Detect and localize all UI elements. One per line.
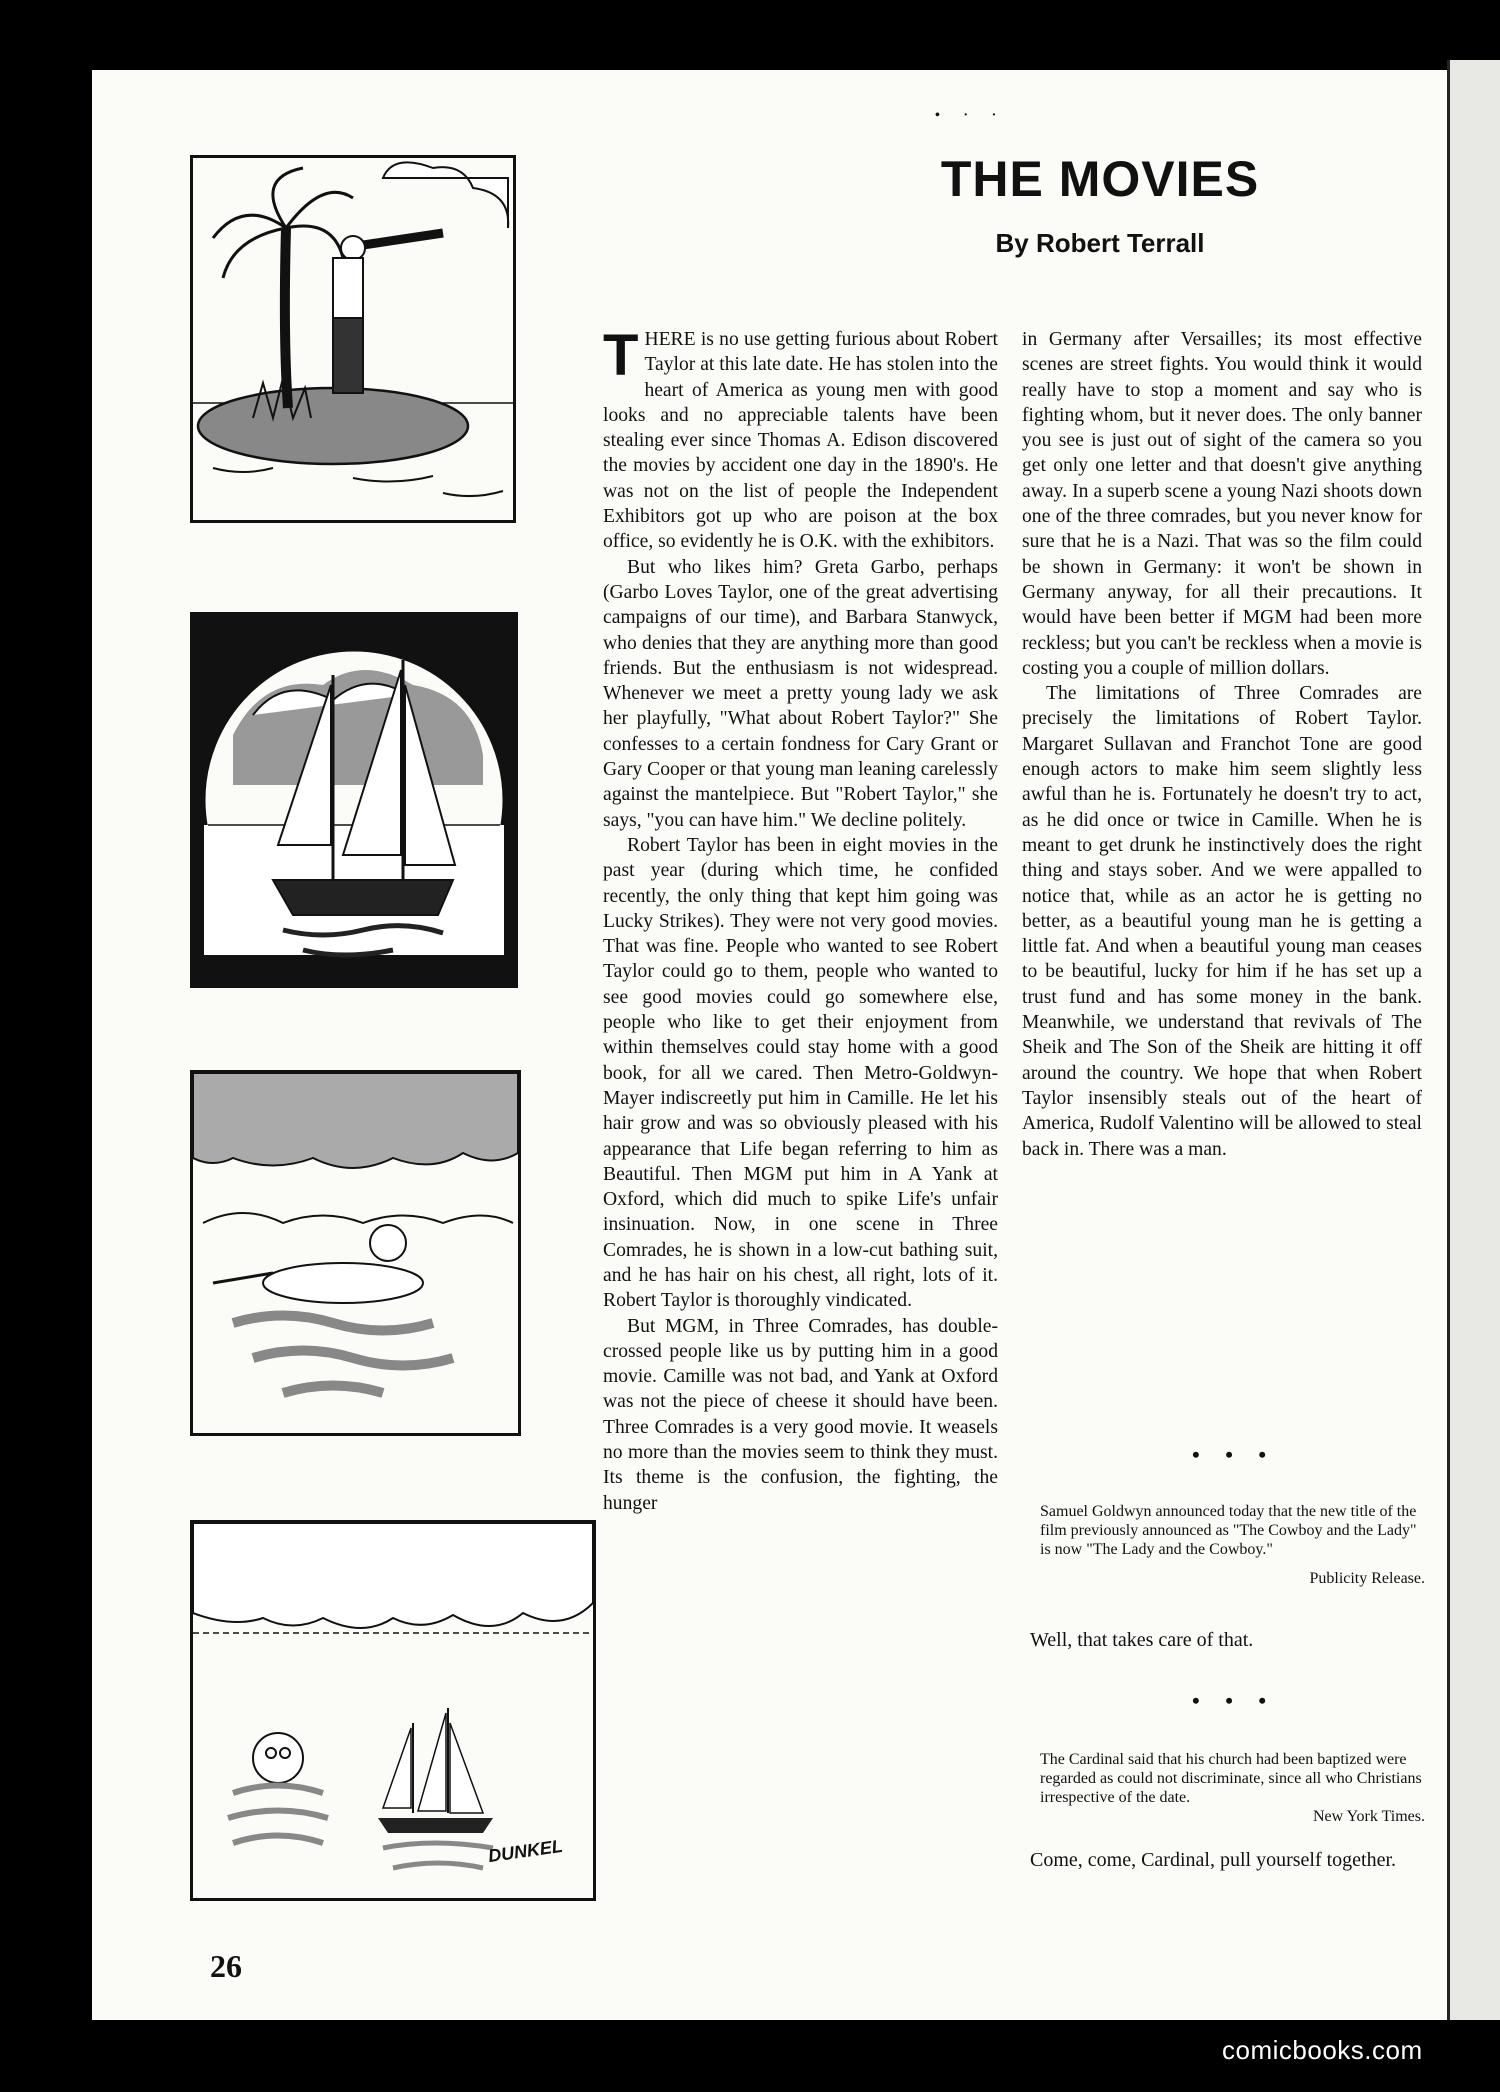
paragraph: Robert Taylor has been in eight movies in the past year (during which time, he confided recently, the only thing that kept him going was Lucky Strikes). They were not very good movies. That was fine. People who wanted to see Robert Taylor could go to them, people who wanted to see good movies could go somewhere else, people who like to get their enjoyment from within themselves could stay home with a good book, for all we cared. Then Metro-Goldwyn-Mayer indiscreetly put him in Camille. He let his hair grow and was so obviously pleased with his appearance that Life began referring to him as Beautiful. Then MGM put him in A Yank at Oxford, which did much to spike Life's unfair insinuation. Now, in one scene in Three Comrades, he is shown in a low-cut bathing suit, and he has hair on his chest, all right, lots of it. Robert Taylor is thoroughly vindicated. bbox=[603, 834, 998, 1312]
quote-retort: Come, come, Cardinal, pull yourself together. bbox=[1030, 1849, 1397, 1871]
cartoon-panel-island bbox=[190, 155, 516, 523]
quote-cardinal bbox=[1040, 1750, 1425, 1826]
quote-goldwyn bbox=[1040, 1502, 1425, 1588]
quote-text: The Cardinal said that his church had been baptized were regarded as could not discriminate, since all who Christians irrespective of the date. bbox=[1040, 1751, 1422, 1806]
sailing-ship-illustration bbox=[193, 615, 515, 985]
quote-retort: Well, that takes care of that. bbox=[1030, 1629, 1254, 1651]
article-column-2 bbox=[1022, 327, 1422, 1162]
cartoon-panel-drowning bbox=[190, 1520, 596, 1901]
quote-source: New York Times. bbox=[1312, 1808, 1425, 1825]
facing-page-edge bbox=[1447, 60, 1500, 2020]
island-castaway-illustration bbox=[193, 158, 513, 520]
cartoon-panel-swimmer bbox=[190, 1070, 521, 1436]
quote-source: Publicity Release. bbox=[1309, 1570, 1425, 1587]
article-column-1 bbox=[603, 323, 998, 1516]
quote-text: Samuel Goldwyn announced today that the new title of the film previously announced as "The Cowboy and the Lady" is now "The Lady and the Cowboy." bbox=[1040, 1503, 1417, 1558]
page-number: 26 bbox=[210, 1948, 242, 1984]
paragraph: The limitations of Three Comrades are precisely the limitations of Robert Taylor. Margaret Sullavan and Franchot Tone are good enough actors to make him seem slightly less awful than he is. Fortunately he doesn't try to act, as he did once or twice in Camille. When he is meant to get drunk he instinctively does the right thing and stays sober. And we were appalled to notice that, while as an actor he is getting no better, as a beautiful young man he is getting a little fat. And when a beautiful young man ceases to be beautiful, lucky for him if he has set up a trust fund and has some money in the bank. Meanwhile, we understand that revivals of The Sheik and The Son of the Sheik are hitting it off around the country. We hope that when Robert Taylor insensibly steals out of the heart of America, Rudolf Valentino will be allowed to steal back in. There was a man. bbox=[1022, 683, 1422, 1160]
section-separator: • • • bbox=[1192, 1688, 1277, 1713]
paragraph: in Germany after Versailles; its most effective scenes are street fights. You would think it would really have to stop a moment and say who is fighting whom, but it never does. The only banner you see is just out of sight of the camera so you get only one letter and that doesn't give anything away. In a superb scene a young Nazi shoots down one of the three comrades, but you never know for sure that he is a Nazi. That was so the film could be shown in Germany: it won't be shown in Germany anyway, for all their precautions. It would have been better if MGM had been more reckless; but you can't be reckless when a movie is costing you a couple of million dollars. bbox=[1022, 329, 1422, 679]
drop-cap: T bbox=[603, 323, 639, 388]
swimmer-illustration bbox=[193, 1073, 518, 1433]
paragraph: But MGM, in Three Comrades, has double-crossed people like us by putting him in a good movie. Camille was not bad, and Yank at Oxford was not the piece of cheese it should have been. Three Comrades is a very good movie. It weasels no more than the movies seem to think they must. Its theme is the confusion, the fighting, the hunger bbox=[603, 1315, 998, 1514]
cartoon-panel-ship bbox=[190, 612, 518, 988]
article-byline: By Robert Terrall bbox=[995, 228, 1205, 258]
top-ornament: • · · bbox=[935, 108, 1007, 123]
article-title: THE MOVIES bbox=[940, 151, 1260, 207]
site-watermark: comicbooks.com bbox=[1222, 2035, 1423, 2065]
section-separator: • • • bbox=[1192, 1442, 1277, 1467]
paragraph: THERE is no use getting furious about Robert Taylor at this late date. He has stolen into the heart of America as young men with good looks and no appreciable talents have been stealing ever since Thomas A. Edison discovered the movies by accident one day in the 1890's. He was not on the list of people the Independent Exhibitors got up who are poison at the box office, so evidently he is O.K. with the exhibitors. bbox=[603, 323, 998, 553]
paragraph: But who likes him? Greta Garbo, perhaps (Garbo Loves Taylor, one of the great advertising campaigns of our time), and Barbara Stanwyck, who denies that they are anything more than good friends. But the enthusiasm is not widespread. Whenever we meet a pretty young lady we ask her playfully, "What about Robert Taylor?" She confesses to a certain fondness for Cary Grant or Gary Cooper or that young man leaning carelessly against the mantelpiece. But "Robert Taylor," she says, "you can have him." We decline politely. bbox=[603, 556, 998, 831]
artist-signature: DUNKEL bbox=[486, 1835, 564, 1867]
